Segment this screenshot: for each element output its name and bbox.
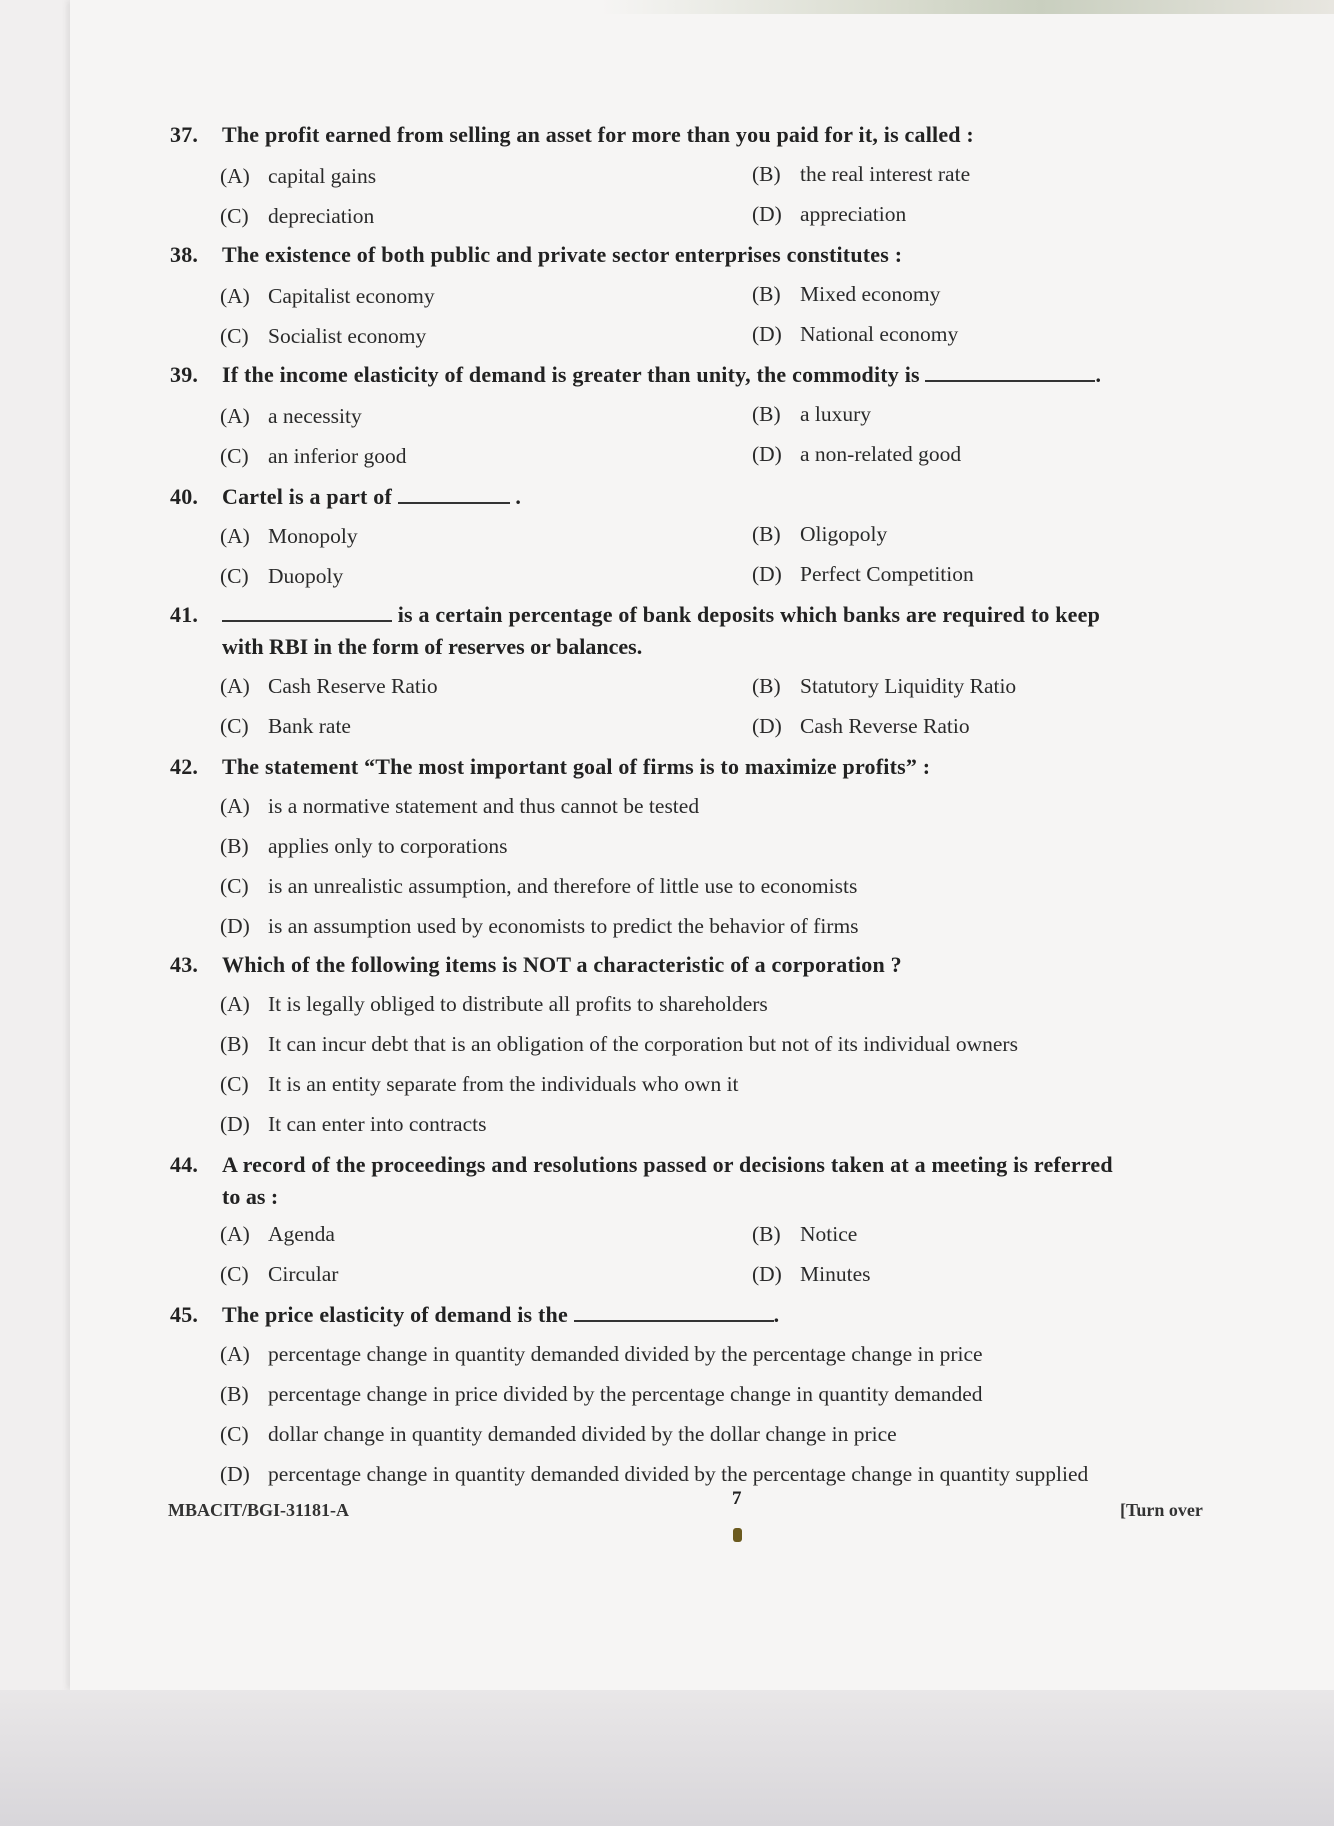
question-stem-continued: to as : xyxy=(222,1184,279,1209)
option-b xyxy=(752,282,940,307)
question-39: 39. If the income elasticity of demand is greater than unity, the commodity is . xyxy=(170,362,1102,387)
option-d xyxy=(220,914,859,939)
option-text: percentage change in quantity demanded divided by the percentage change in quantity supplied xyxy=(268,1462,1089,1486)
question-stem: is a certain percentage of bank deposits which banks are required to keep xyxy=(397,602,1101,627)
question-45: 45. The price elasticity of demand is the . xyxy=(170,1302,780,1327)
option-tag: (D) xyxy=(220,1112,250,1136)
option-tag: (A) xyxy=(220,404,250,428)
option-text: Minutes xyxy=(800,1262,871,1286)
option-tag: (D) xyxy=(752,714,782,738)
question-number: 43. xyxy=(170,952,199,977)
option-c xyxy=(220,444,407,469)
option-tag: (D) xyxy=(220,1462,250,1486)
option-text: It can incur debt that is an obligation of the corporation but not of its individual owners xyxy=(268,1032,1018,1056)
question-number: 39. xyxy=(170,362,199,387)
fill-blank xyxy=(398,498,510,504)
question-number: 38. xyxy=(170,242,199,267)
option-c xyxy=(220,1422,897,1447)
option-d xyxy=(752,562,974,587)
option-text: Oligopoly xyxy=(800,522,888,546)
option-a xyxy=(220,992,768,1017)
question-43 xyxy=(170,952,1220,978)
option-tag: (D) xyxy=(752,562,782,586)
page-number: 7 xyxy=(732,1488,742,1509)
question-number: 40. xyxy=(170,484,199,509)
question-stem: A record of the proceedings and resolutions passed or decisions taken at a meeting is referred xyxy=(222,1152,1113,1177)
option-tag: (C) xyxy=(220,1072,249,1096)
question-stem: Cartel is a part of xyxy=(222,484,392,509)
option-text: Cash Reverse Ratio xyxy=(800,714,970,738)
option-tag: (B) xyxy=(752,522,781,546)
question-number: 45. xyxy=(170,1302,199,1327)
question-41 xyxy=(170,602,1220,628)
option-text: Bank rate xyxy=(268,714,351,738)
option-tag: (D) xyxy=(752,202,782,226)
option-text: Mixed economy xyxy=(800,282,941,306)
option-text: applies only to corporations xyxy=(268,834,508,858)
option-b xyxy=(752,522,887,547)
option-b xyxy=(220,834,507,859)
question-number: 42. xyxy=(170,754,199,779)
option-text: is a normative statement and thus cannot be tested xyxy=(268,794,700,818)
option-tag: (B) xyxy=(752,162,781,186)
option-tag: (C) xyxy=(220,714,249,738)
option-b xyxy=(752,674,1016,699)
option-text: percentage change in price divided by the percentage change in quantity demanded xyxy=(268,1382,983,1406)
option-tag: (B) xyxy=(220,1382,249,1406)
option-a xyxy=(220,404,362,429)
option-d xyxy=(752,442,961,467)
option-text: is an assumption used by economists to predict the behavior of firms xyxy=(268,914,859,938)
page-mark-icon xyxy=(733,1528,742,1542)
option-text: depreciation xyxy=(268,204,375,228)
option-text: Perfect Competition xyxy=(800,562,974,586)
question-38 xyxy=(170,242,1220,268)
question-37 xyxy=(170,122,1220,148)
option-text: capital gains xyxy=(268,164,377,188)
option-tag: (C) xyxy=(220,204,249,228)
question-stem-continued: with RBI in the form of reserves or balances. xyxy=(222,634,643,659)
option-b xyxy=(220,1382,983,1407)
question-number: 37. xyxy=(170,122,199,147)
option-text: is an unrealistic assumption, and therefore of little use to economists xyxy=(268,874,858,898)
question-stem: The statement “The most important goal of firms is to maximize profits” : xyxy=(222,754,931,779)
option-a xyxy=(220,524,358,549)
option-tag: (D) xyxy=(220,914,250,938)
option-tag: (A) xyxy=(220,794,250,818)
option-d xyxy=(220,1112,487,1137)
question-stem: If the income elasticity of demand is greater than unity, the commodity is xyxy=(222,362,920,387)
option-text: a necessity xyxy=(268,404,362,428)
question-number: 41. xyxy=(170,602,199,627)
option-text: a luxury xyxy=(800,402,872,426)
option-text: It is an entity separate from the individuals who own it xyxy=(268,1072,739,1096)
option-a xyxy=(220,1222,335,1247)
option-c xyxy=(220,714,351,739)
option-text: Socialist economy xyxy=(268,324,427,348)
scan-background xyxy=(0,1690,1334,1826)
option-c xyxy=(220,204,374,229)
option-b xyxy=(752,402,871,427)
option-a xyxy=(220,284,435,309)
option-text: Circular xyxy=(268,1262,339,1286)
option-text: National economy xyxy=(800,322,959,346)
option-c xyxy=(220,1262,338,1287)
fill-blank xyxy=(925,376,1095,382)
option-d xyxy=(752,714,970,739)
option-tag: (A) xyxy=(220,284,250,308)
option-text: It can enter into contracts xyxy=(268,1112,487,1136)
option-text: a non-related good xyxy=(800,442,962,466)
option-text: the real interest rate xyxy=(800,162,971,186)
option-d xyxy=(752,202,906,227)
option-tag: (C) xyxy=(220,564,249,588)
option-a xyxy=(220,1342,983,1367)
option-text: Monopoly xyxy=(268,524,358,548)
option-a xyxy=(220,164,376,189)
question-40: 40. Cartel is a part of . xyxy=(170,484,522,509)
option-text: appreciation xyxy=(800,202,907,226)
fill-blank xyxy=(222,616,392,622)
option-tag: (A) xyxy=(220,164,250,188)
option-text: Agenda xyxy=(268,1222,335,1246)
option-c xyxy=(220,1072,739,1097)
option-text: an inferior good xyxy=(268,444,407,468)
option-text: Capitalist economy xyxy=(268,284,435,308)
option-tag: (A) xyxy=(220,524,250,548)
question-stem: The profit earned from selling an asset for more than you paid for it, is called : xyxy=(222,122,974,147)
option-text: It is legally obliged to distribute all profits to shareholders xyxy=(268,992,768,1016)
option-tag: (A) xyxy=(220,992,250,1016)
option-tag: (B) xyxy=(220,1032,249,1056)
option-tag: (B) xyxy=(752,674,781,698)
option-text: Duopoly xyxy=(268,564,344,588)
option-text: Cash Reserve Ratio xyxy=(268,674,438,698)
option-tag: (A) xyxy=(220,1342,250,1366)
option-a xyxy=(220,674,438,699)
turn-over-note: [Turn over xyxy=(1120,1500,1203,1520)
question-42 xyxy=(170,754,1220,780)
option-text: percentage change in quantity demanded divided by the percentage change in price xyxy=(268,1342,983,1366)
option-tag: (B) xyxy=(220,834,249,858)
option-tag: (D) xyxy=(752,1262,782,1286)
option-tag: (A) xyxy=(220,674,250,698)
fill-blank xyxy=(574,1316,774,1322)
option-tag: (B) xyxy=(752,402,781,426)
option-tag: (B) xyxy=(752,282,781,306)
option-tag: (C) xyxy=(220,1262,249,1286)
question-stem: Which of the following items is NOT a characteristic of a corporation ? xyxy=(222,952,902,977)
option-d xyxy=(752,1262,870,1287)
option-text: Statutory Liquidity Ratio xyxy=(800,674,1017,698)
option-b xyxy=(752,1222,857,1247)
option-c xyxy=(220,874,857,899)
option-tag: (C) xyxy=(220,444,249,468)
option-text: dollar change in quantity demanded divided by the dollar change in price xyxy=(268,1422,897,1446)
option-d xyxy=(752,322,958,347)
option-d xyxy=(220,1462,1088,1487)
question-number: 44. xyxy=(170,1152,199,1177)
option-tag: (C) xyxy=(220,324,249,348)
option-tag: (A) xyxy=(220,1222,250,1246)
option-tag: (D) xyxy=(752,442,782,466)
option-b xyxy=(752,162,970,187)
paper-code: MBACIT/BGI-31181-A xyxy=(168,1500,350,1520)
question-44 xyxy=(170,1152,1220,1178)
question-stem: The existence of both public and private sector enterprises constitutes : xyxy=(222,242,903,267)
option-c xyxy=(220,564,343,589)
question-stem: The price elasticity of demand is the xyxy=(222,1302,568,1327)
option-tag: (B) xyxy=(752,1222,781,1246)
option-b xyxy=(220,1032,1018,1057)
scan-edge-band xyxy=(600,0,1334,14)
option-tag: (C) xyxy=(220,874,249,898)
option-a xyxy=(220,794,699,819)
option-tag: (D) xyxy=(752,322,782,346)
option-c xyxy=(220,324,426,349)
option-tag: (C) xyxy=(220,1422,249,1446)
option-text: Notice xyxy=(800,1222,858,1246)
